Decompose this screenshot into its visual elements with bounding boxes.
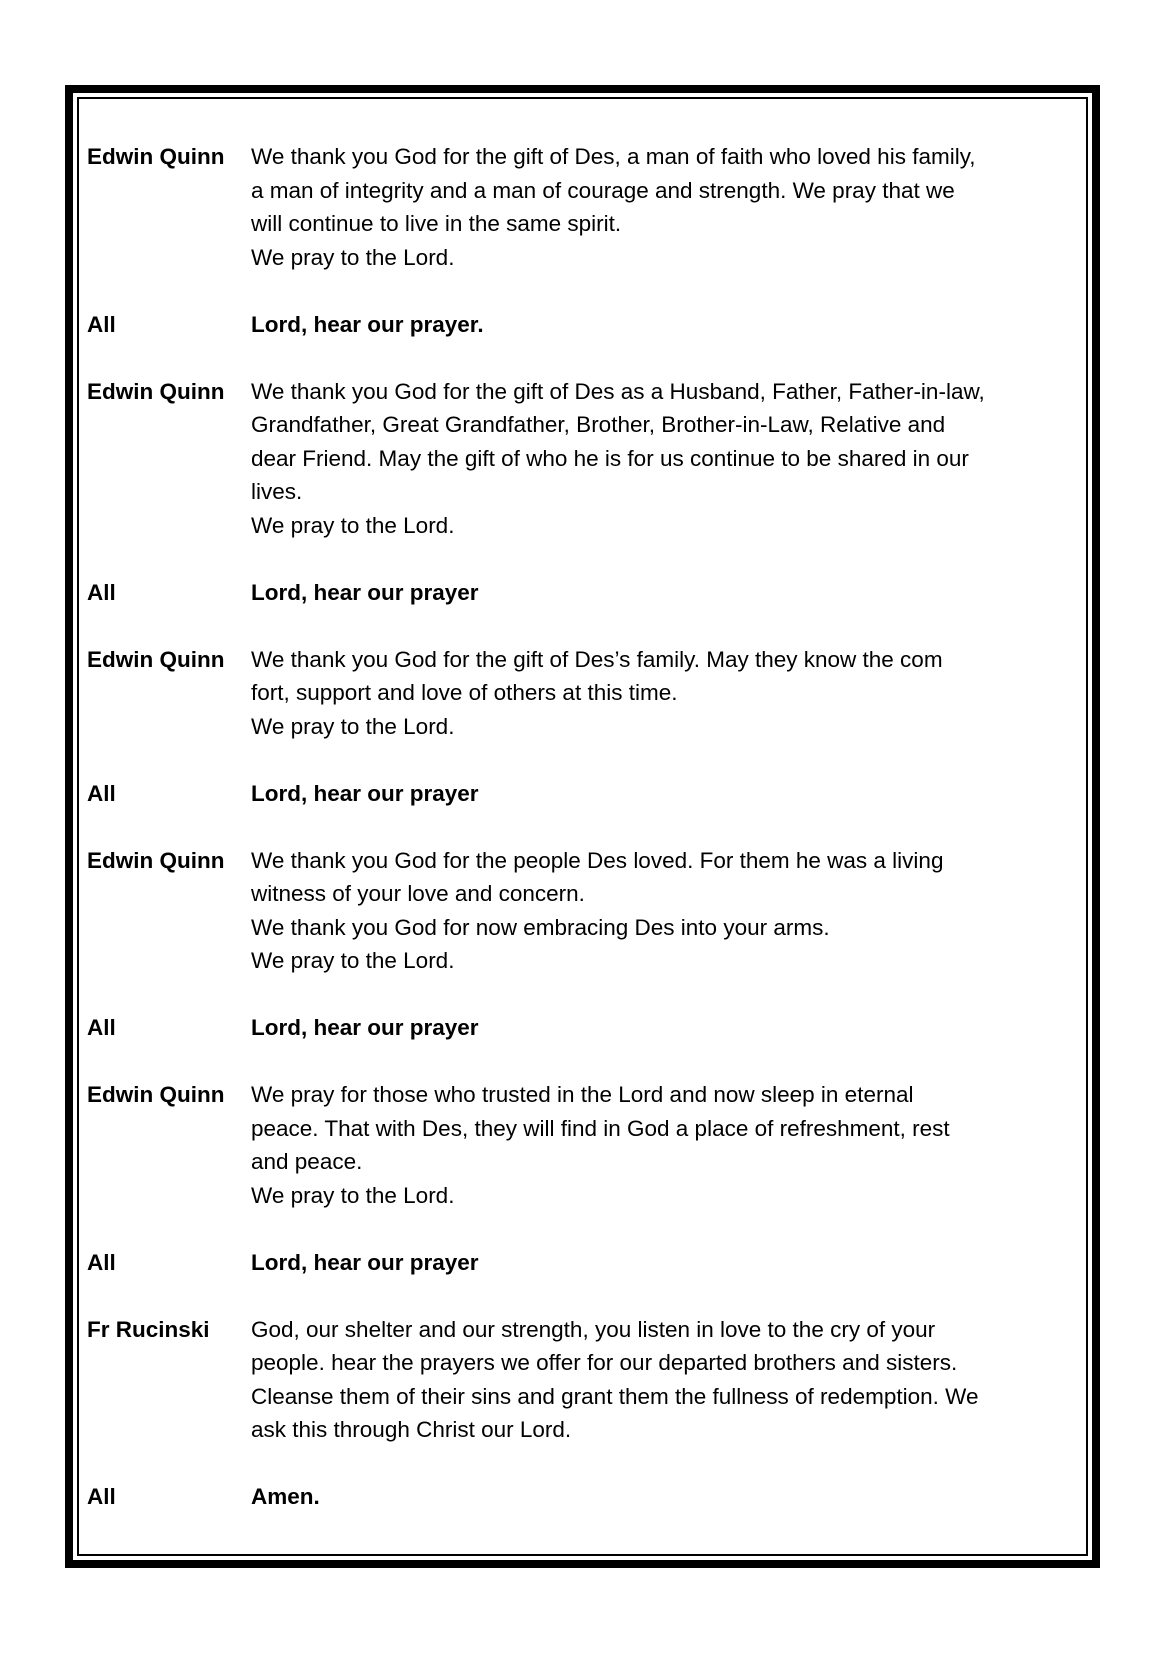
speaker-name: Edwin Quinn — [87, 1082, 225, 1107]
speaker-name: Edwin Quinn — [87, 646, 225, 672]
petition-entry — [87, 1078, 1087, 1212]
petition-entry — [87, 844, 1087, 978]
text-line: We pray to the Lord. — [251, 713, 455, 739]
entry-spacer — [87, 274, 1087, 308]
petition-entry — [87, 643, 1087, 744]
text-line: will continue to live in the same spirit. — [251, 211, 622, 236]
text-line: We pray to the Lord. — [251, 512, 455, 538]
response-text — [251, 1011, 1087, 1045]
speaker-name: All — [87, 1484, 116, 1509]
entry-spacer — [87, 743, 1087, 777]
petition-entry — [87, 140, 1087, 274]
prayers-of-the-faithful — [87, 140, 1087, 1514]
text-line: dear Friend. May the gift of who he is for us continue to be shared in our — [251, 445, 969, 471]
speaker-name: Edwin Quinn — [87, 378, 225, 404]
petition-text — [251, 375, 1087, 543]
response-entry — [87, 777, 1087, 811]
text-line: We pray to the Lord. — [251, 1182, 455, 1208]
text-line: fort, support and love of others at this time. — [251, 680, 678, 705]
petition-entry — [87, 375, 1087, 543]
response-entry — [87, 308, 1087, 342]
text-line: Amen. — [251, 1484, 320, 1509]
petition-text — [251, 140, 1087, 274]
petition-entry — [87, 1313, 1087, 1447]
text-line: Lord, hear our prayer — [251, 780, 479, 806]
text-line: Lord, hear our prayer — [251, 579, 479, 605]
response-entry — [87, 576, 1087, 610]
entry-spacer — [87, 978, 1087, 1012]
text-line: ask this through Christ our Lord. — [251, 1417, 572, 1442]
text-line: We pray to the Lord. — [251, 948, 455, 973]
petition-text — [251, 1313, 1087, 1447]
response-text — [251, 308, 1087, 342]
entry-spacer — [87, 341, 1087, 375]
entry-spacer — [87, 810, 1087, 844]
entry-spacer — [87, 1045, 1087, 1079]
entry-spacer — [87, 1447, 1087, 1481]
text-line: We thank you God for now embracing Des into your arms. — [251, 914, 830, 940]
response-entry — [87, 1480, 1087, 1514]
text-line: We thank you God for the gift of Des as a Husband, Father, Father-in-law, — [251, 378, 985, 404]
text-line: lives. — [251, 479, 303, 504]
text-line: We thank you God for the gift of Des’s family. May they know the com — [251, 646, 943, 672]
response-text — [251, 576, 1087, 610]
text-line: witness of your love and concern. — [251, 881, 585, 906]
response-entry — [87, 1246, 1087, 1280]
speaker-name: All — [87, 1249, 116, 1275]
petition-text — [251, 844, 1087, 978]
text-line: We pray to the Lord. — [251, 244, 455, 270]
entry-spacer — [87, 1279, 1087, 1313]
text-line: We thank you God for the people Des loved. For them he was a living — [251, 847, 944, 873]
speaker-name: Edwin Quinn — [87, 144, 225, 169]
text-line: Cleanse them of their sins and grant them the fullness of redemption. We — [251, 1383, 979, 1409]
text-line: a man of integrity and a man of courage and strength. We pray that we — [251, 177, 955, 203]
text-line: and peace. — [251, 1149, 363, 1174]
speaker-name: All — [87, 311, 116, 337]
petition-text — [251, 643, 1087, 744]
text-line: Lord, hear our prayer — [251, 1249, 479, 1275]
entry-spacer — [87, 1212, 1087, 1246]
speaker-name: All — [87, 1015, 116, 1040]
text-line: We pray for those who trusted in the Lord and now sleep in eternal — [251, 1082, 914, 1107]
petition-text — [251, 1078, 1087, 1212]
response-text — [251, 1246, 1087, 1280]
text-line: peace. That with Des, they will find in God a place of refreshment, rest — [251, 1115, 950, 1141]
text-line: We thank you God for the gift of Des, a man of faith who loved his family, — [251, 144, 976, 169]
response-text — [251, 777, 1087, 811]
speaker-name: All — [87, 780, 116, 806]
speaker-name: Fr Rucinski — [87, 1316, 210, 1342]
text-line: Grandfather, Great Grandfather, Brother, Brother-in-Law, Relative and — [251, 412, 946, 437]
text-line: God, our shelter and our strength, you listen in love to the cry of your — [251, 1316, 936, 1342]
text-line: Lord, hear our prayer — [251, 1015, 479, 1040]
response-entry — [87, 1011, 1087, 1045]
entry-spacer — [87, 609, 1087, 643]
text-line: people. hear the prayers we offer for our departed brothers and sisters. — [251, 1350, 958, 1375]
text-line: Lord, hear our prayer. — [251, 311, 484, 337]
entry-spacer — [87, 542, 1087, 576]
speaker-name: Edwin Quinn — [87, 847, 225, 873]
response-text — [251, 1480, 1087, 1514]
speaker-name: All — [87, 579, 116, 605]
